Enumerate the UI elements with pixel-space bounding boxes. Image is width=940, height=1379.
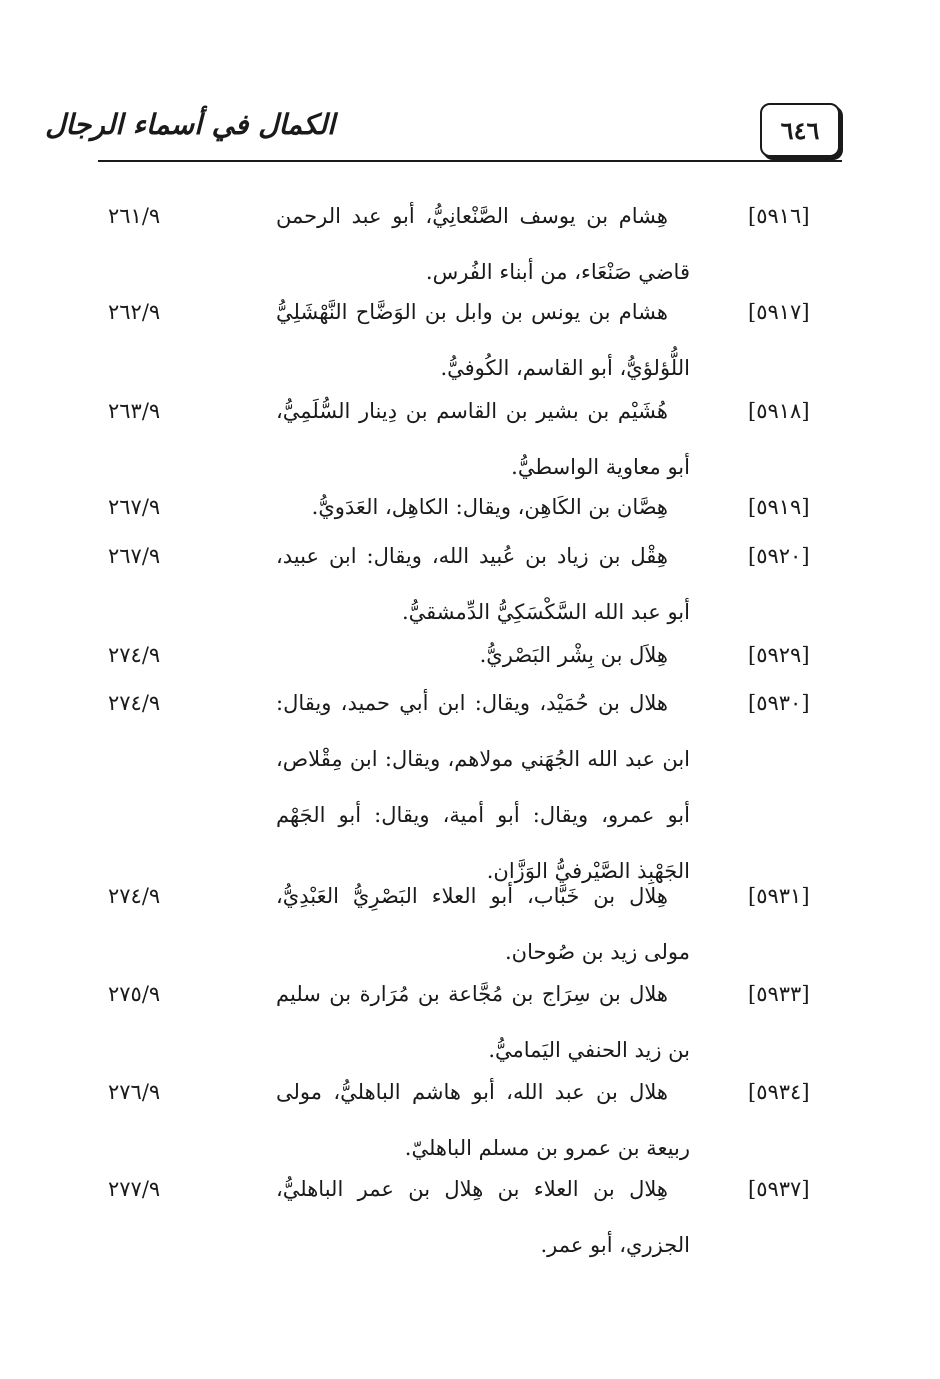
entry-id: [٥٩٢٩] bbox=[748, 643, 810, 667]
entry-text: هِشام بن يوسف الصَّنْعانِيُّ، أبو عبد الرحمن قاضي صَنْعَاء، من أبناء الفُرس. bbox=[276, 204, 690, 284]
entry-id: [٥٩٣٧] bbox=[748, 1177, 810, 1201]
entry-id: [٥٩٣٠] bbox=[748, 691, 810, 715]
entry-id: [٥٩٣٤] bbox=[748, 1080, 810, 1104]
entry-reference: ٢٦٧/٩ bbox=[108, 495, 161, 519]
entry-reference: ٢٦١/٩ bbox=[108, 204, 161, 228]
entry-text: هشام بن يونس بن وابل بن الوَضَّاح النَّهْشَلِيُّ اللُّؤلؤيُّ، أبو القاسم، الكُوفيُّ. bbox=[276, 300, 690, 380]
entry-text: هِلال بن العلاء بن هِلال بن عمر الباهليُّ، الجزري، أبو عمر. bbox=[276, 1177, 690, 1257]
entry-text: هِصَّان بن الكَاهِن، ويقال: الكاهِل، العَدَويُّ. bbox=[311, 495, 668, 519]
entry-id: [٥٩٢٠] bbox=[748, 544, 810, 568]
entry-reference: ٢٧٧/٩ bbox=[108, 1177, 161, 1201]
entry-reference: ٢٦٢/٩ bbox=[108, 300, 161, 324]
entry-id: [٥٩١٨] bbox=[748, 399, 810, 423]
entry-id: [٥٩١٦] bbox=[748, 204, 810, 228]
entry-reference: ٢٦٣/٩ bbox=[108, 399, 161, 423]
entry-text: هلال بن سِرَاج بن مُجَّاعة بن مُرَارة بن سليم بن زيد الحنفي اليَماميُّ. bbox=[276, 982, 690, 1062]
page-number: ٦٤٦ bbox=[760, 103, 840, 157]
entry-text: هِلاَل بن بِشْر البَصْريُّ. bbox=[479, 643, 668, 667]
entry-reference: ٢٧٤/٩ bbox=[108, 691, 161, 715]
page-header bbox=[0, 0, 940, 165]
entry-reference: ٢٧٥/٩ bbox=[108, 982, 161, 1006]
entry-reference: ٢٧٤/٩ bbox=[108, 884, 161, 908]
book-title: الكمال في أسماء الرجال bbox=[45, 107, 335, 141]
entry-text: هِلال بن خَبَّاب، أبو العلاء البَصْرِيُّ العَبْدِيُّ، مولى زيد بن صُوحان. bbox=[276, 884, 690, 964]
header-rule bbox=[98, 160, 842, 162]
entry-id: [٥٩٣١] bbox=[748, 884, 810, 908]
entry-text: هِقْل بن زياد بن عُبيد الله، ويقال: ابن عبيد، أبو عبد الله السَّكْسَكِيُّ الدِّمشقيُّ. bbox=[276, 544, 690, 624]
entry-reference: ٢٦٧/٩ bbox=[108, 544, 161, 568]
entry-id: [٥٩١٧] bbox=[748, 300, 810, 324]
entry-id: [٥٩٣٣] bbox=[748, 982, 810, 1006]
entry-reference: ٢٧٤/٩ bbox=[108, 643, 161, 667]
entry-text: هلال بن حُمَيْد، ويقال: ابن أبي حميد، ويقال: ابن عبد الله الجُهَني مولاهم، ويقال: ابن مِقْلاص، أبو عمرو، ويقال: أبو أمية، ويقال: أبو الجَهْم الجَهْبِذ الصَّيْرفيُّ الوَزَّان. bbox=[276, 691, 690, 883]
entry-text: هُشَيْم بن بشير بن القاسم بن دِينار السُّلَمِيُّ، أبو معاوية الواسطيُّ. bbox=[276, 399, 690, 479]
entry-text: هلال بن عبد الله، أبو هاشم الباهليُّ، مولى ربيعة بن عمرو بن مسلم الباهليّ. bbox=[276, 1080, 690, 1160]
entry-id: [٥٩١٩] bbox=[748, 495, 810, 519]
entry-reference: ٢٧٦/٩ bbox=[108, 1080, 161, 1104]
